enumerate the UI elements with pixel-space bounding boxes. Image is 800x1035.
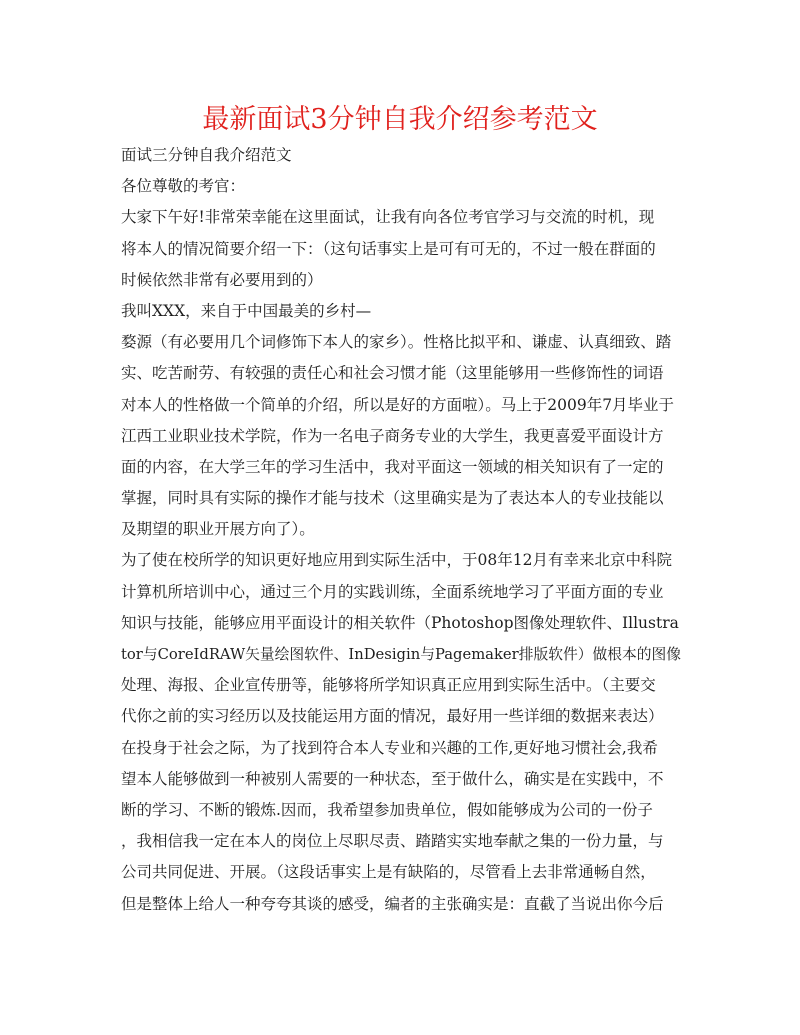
text-line: 面的内容，在大学三年的学习生活中，我对平面这一领域的相关知识有了一定的 <box>121 457 664 476</box>
text-line: 为了使在校所学的知识更好地应用到实际生活中，于08年12月有幸来北京中科院 <box>121 551 672 570</box>
text-line: 大家下午好!非常荣幸能在这里面试，让我有向各位考官学习与交流的时机，现 <box>121 208 655 227</box>
text-line: 我叫XXX，来自于中国最美的乡村— <box>121 301 372 320</box>
text-line: 面试三分钟自我介绍范文 <box>121 146 292 164</box>
text-line: 掌握，同时具有实际的操作才能与技术（这里确实是为了表达本人的专业技能以 <box>121 489 664 508</box>
text-line: 婺源（有必要用几个词修饰下本人的家乡）。性格比拟平和、谦虚、认真细致、踏 <box>121 333 672 352</box>
text-line: 江西工业职业技术学院，作为一名电子商务专业的大学生，我更喜爱平面设计方 <box>121 426 664 445</box>
text-line: 各位尊敬的考官： <box>121 177 246 196</box>
text-line: tor与CoreIdRAW矢量绘图软件、InDesigin与Pagemaker排版软件）做根本的图像 <box>121 646 681 663</box>
text-line: 及期望的职业开展方向了）。 <box>121 520 315 539</box>
text-line: 处理、海报、企业宣传册等，能够将所学知识真正应用到实际生活中。（主要交 <box>121 676 656 695</box>
document-body <box>121 140 681 920</box>
text-line: 但是整体上给人一种夸夸其谈的感受，编者的主张确实是：直截了当说出你今后 <box>121 894 664 913</box>
text-line: 代你之前的实习经历以及技能运用方面的情况，最好用一些详细的数据来表达） <box>121 707 664 726</box>
text-line: 公司共同促进、开展。（这段话事实上是有缺陷的，尽管看上去非常通畅自然， <box>121 863 656 882</box>
text-line: 知识与技能，能够应用平面设计的相关软件（Photoshop图像处理软件、Illustra <box>121 613 679 632</box>
text-line: ，我相信我一定在本人的岗位上尽职尽责、踏踏实实地奉献之集的一份力量，与 <box>121 832 664 851</box>
text-line: 在投身于社会之际，为了找到符合本人专业和兴趣的工作,更好地习惯社会,我希 <box>121 738 658 757</box>
text-line: 计算机所培训中心，通过三个月的实践训练，全面系统地学习了平面方面的专业 <box>121 582 664 601</box>
text-line: 对本人的性格做一个简单的介绍，所以是好的方面啦）。马上于2009年7月毕业于 <box>121 395 675 414</box>
document-title: 最新面试3分钟自我介绍参考范文 <box>202 104 598 135</box>
text-line: 将本人的情况简要介绍一下：（这句话事实上是可有可无的，不过一般在群面的 <box>121 239 656 258</box>
text-line: 实、吃苦耐劳、有较强的责任心和社会习惯才能（这里能够用一些修饰性的词语 <box>121 364 664 383</box>
text-line: 时候依然非常有必要用到的） <box>121 270 323 289</box>
text-line: 断的学习、不断的锻炼.因而，我希望参加贵单位，假如能够成为公司的一份子 <box>121 800 653 819</box>
text-line: 望本人能够做到一种被别人需要的一种状态，至于做什么，确实是在实践中，不 <box>121 769 664 788</box>
